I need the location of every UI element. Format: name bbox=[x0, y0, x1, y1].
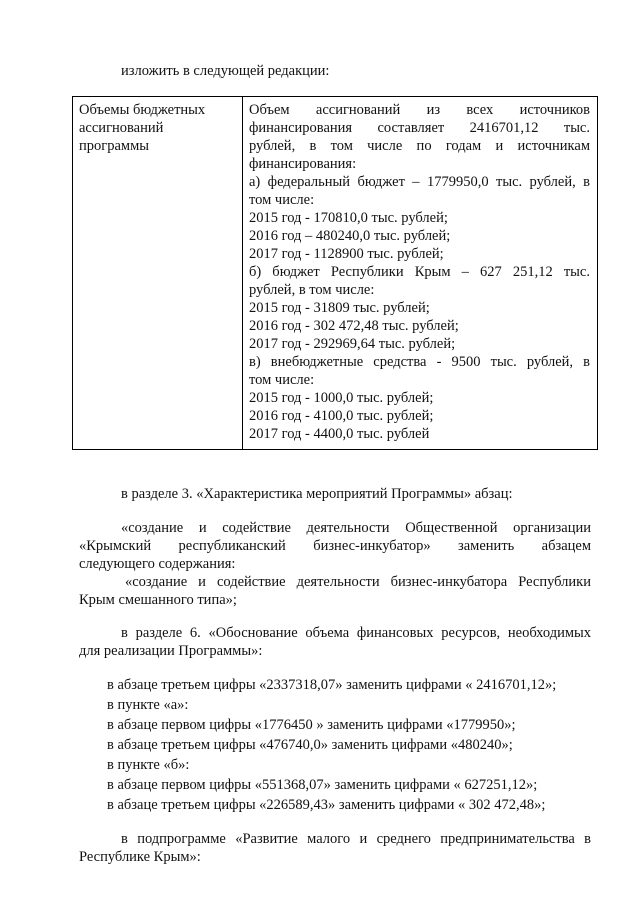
section3-quote-line: следующего содержания: bbox=[79, 556, 236, 572]
table-value-line: 2015 год - 1000,0 тыс. рублей; bbox=[249, 390, 434, 406]
table-value-line: а) федеральный бюджет – 1779950,0 тыс. рублей, в bbox=[249, 174, 590, 190]
subprogram-text: Республике Крым»: bbox=[79, 849, 201, 865]
table-value-line: б) бюджет Республики Крым – 627 251,12 тыс. bbox=[249, 264, 590, 280]
table-value-cell bbox=[249, 101, 590, 443]
section6-item: в абзаце первом цифры «1776450 » заменить цифрами «1779950»; bbox=[107, 717, 516, 733]
section6-item: в пункте «а»: bbox=[107, 697, 189, 713]
table-value-line: финансирования составляет 2416701,12 тыс. bbox=[249, 120, 590, 136]
table-value-line: том числе: bbox=[249, 372, 315, 388]
table-value-line: 2016 год - 302 472,48 тыс. рублей; bbox=[249, 318, 459, 334]
table-value-line: в) внебюджетные средства - 9500 тыс. рублей, в bbox=[249, 354, 590, 370]
table-label-line: программы bbox=[79, 138, 149, 154]
table-value-line: 2017 год - 292969,64 тыс. рублей; bbox=[249, 336, 456, 352]
section6-item: в пункте «б»: bbox=[107, 757, 190, 773]
table-value-line: рублей, в том числе по годам и источникам bbox=[249, 138, 590, 154]
section6-item: в абзаце первом цифры «551368,07» заменить цифрами « 627251,12»; bbox=[107, 777, 538, 793]
section6-item: в абзаце третьем цифры «476740,0» заменить цифрами «480240»; bbox=[107, 737, 513, 753]
table-value-line: 2017 год - 4400,0 тыс. рублей bbox=[249, 426, 430, 442]
table-value-line: Объем ассигнований из всех источников bbox=[249, 102, 590, 118]
table-label-line: Объемы бюджетных bbox=[79, 102, 206, 118]
section3-heading: в разделе 3. «Характеристика мероприятий Программы» абзац: bbox=[121, 486, 513, 502]
section3-new-text: Крым смешанного типа»; bbox=[79, 592, 237, 608]
section6-item: в абзаце третьем цифры «2337318,07» заменить цифрами « 2416701,12»; bbox=[107, 677, 557, 693]
table-label-cell bbox=[79, 101, 239, 155]
table-value-line: том числе: bbox=[249, 192, 315, 208]
section6-heading: для реализации Программы»: bbox=[79, 643, 263, 659]
section6-heading: в разделе 6. «Обоснование объема финансовых ресурсов, необходимых bbox=[121, 625, 591, 641]
section3-quote-line: «создание и содействие деятельности Общественной организации bbox=[121, 520, 591, 536]
table-column-divider bbox=[242, 97, 243, 449]
section6-item: в абзаце третьем цифры «226589,43» заменить цифрами « 302 472,48»; bbox=[107, 797, 546, 813]
table-value-line: 2016 год - 4100,0 тыс. рублей; bbox=[249, 408, 434, 424]
table-value-line: 2015 год - 170810,0 тыс. рублей; bbox=[249, 210, 448, 226]
budget-table bbox=[72, 96, 598, 450]
table-value-line: финансирования: bbox=[249, 156, 357, 172]
table-label-line: ассигнований bbox=[79, 120, 164, 136]
intro-text: изложить в следующей редакции: bbox=[121, 63, 330, 79]
section3-new-text: «создание и содействие деятельности бизнес-инкубатора Республики bbox=[125, 574, 591, 590]
table-value-line: 2015 год - 31809 тыс. рублей; bbox=[249, 300, 430, 316]
table-value-line: 2016 год – 480240,0 тыс. рублей; bbox=[249, 228, 451, 244]
table-value-line: рублей, в том числе: bbox=[249, 282, 375, 298]
section3-quote-line: «Крымский республиканский бизнес-инкубатор» заменить абзацем bbox=[79, 538, 591, 554]
subprogram-text: в подпрограмме «Развитие малого и среднего предпринимательства в bbox=[121, 831, 591, 847]
table-value-line: 2017 год - 1128900 тыс. рублей; bbox=[249, 246, 444, 262]
